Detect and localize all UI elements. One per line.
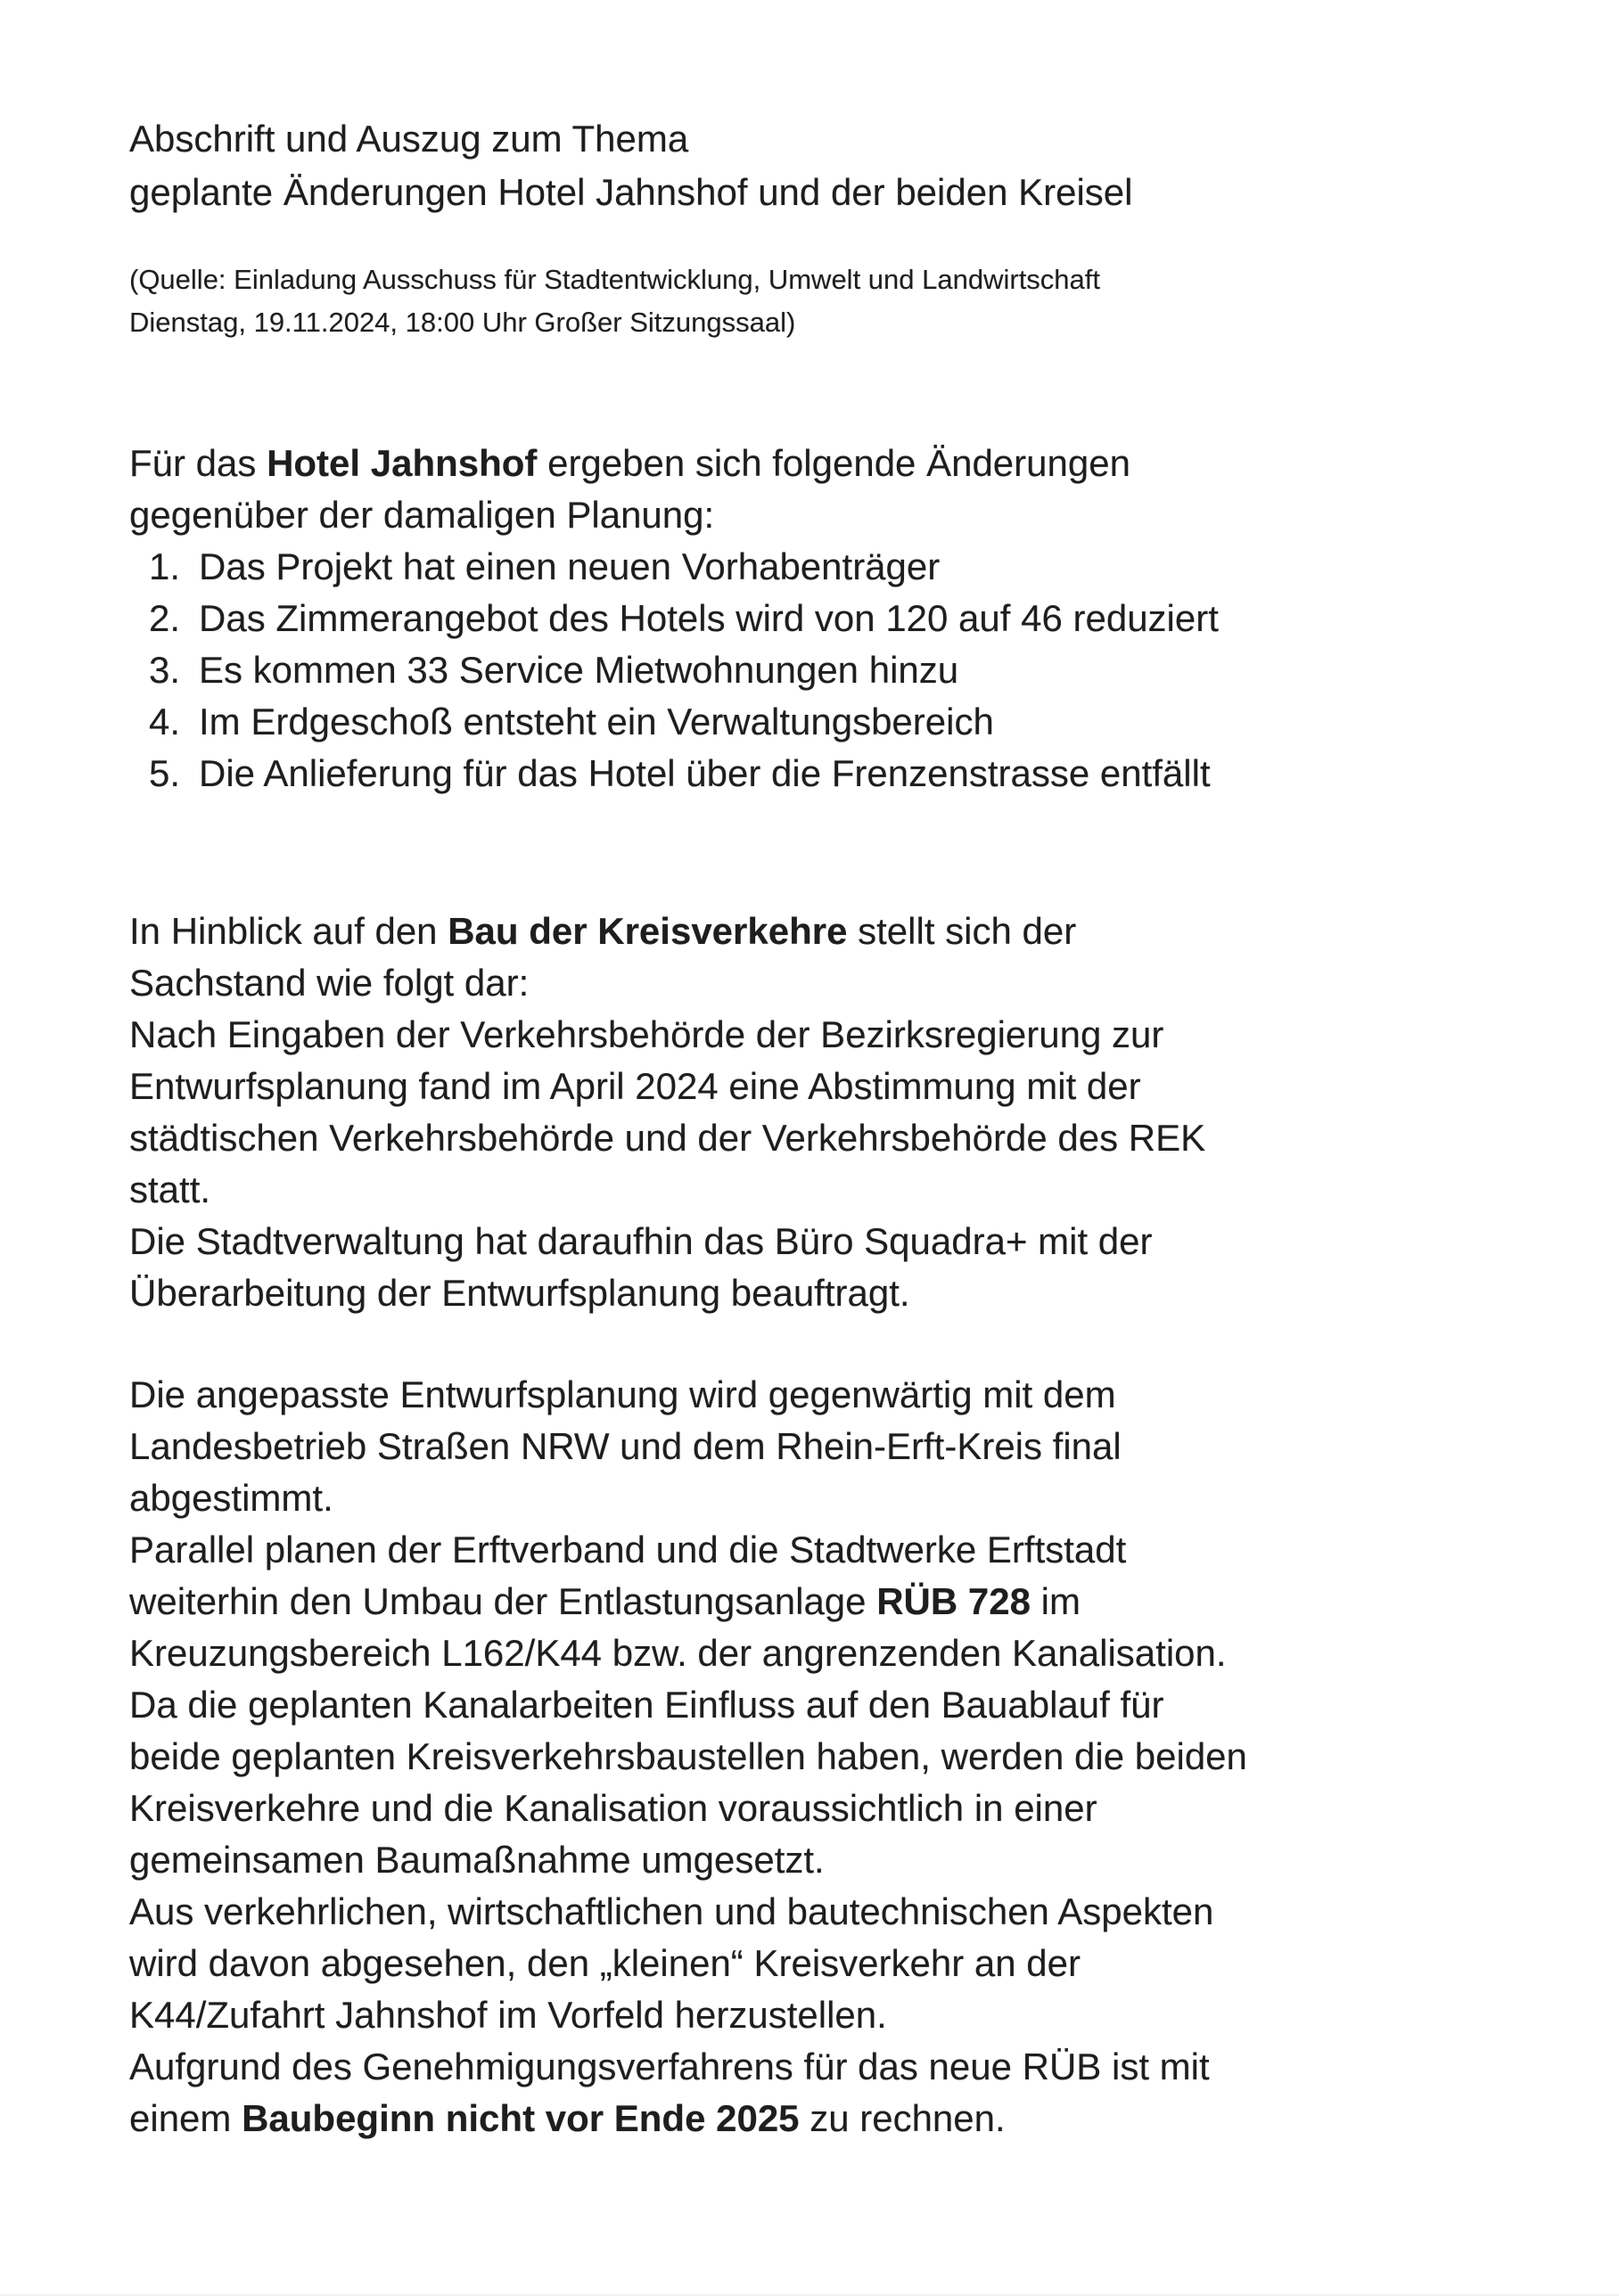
title-line-1	[129, 112, 1133, 166]
list-item-text: Die Anlieferung für das Hotel über die Frenzenstrasse entfällt	[199, 752, 1211, 794]
source-line-2	[129, 301, 1100, 344]
text-segment: Entwurfsplanung fand im April 2024 eine Abstimmung mit der	[129, 1065, 1141, 1107]
paragraph-line	[129, 1009, 1205, 1061]
text-segment: gemeinsamen Baumaßnahme umgesetzt.	[129, 1839, 825, 1881]
list-item-text: Das Zimmerangebot des Hotels wird von 120 auf 46 reduziert	[199, 597, 1219, 639]
title-text: geplante Änderungen Hotel Jahnshof und der beiden Kreisel	[129, 171, 1133, 213]
text-segment: stellt sich der	[847, 910, 1077, 952]
list-item-number: 3.	[149, 649, 181, 691]
kreisverkehr-section	[129, 906, 1205, 1319]
list-item-text: Es kommen 33 Service Mietwohnungen hinzu	[199, 649, 959, 691]
text-segment: im	[1030, 1580, 1081, 1622]
text-segment: Sachstand wie folgt dar:	[129, 962, 530, 1004]
list-item	[129, 644, 1219, 696]
text-segment: ergeben sich folgende Änderungen	[537, 442, 1130, 484]
paragraph-line	[129, 1679, 1247, 1731]
text-segment: Da die geplanten Kanalarbeiten Einfluss auf den Bauablauf für	[129, 1684, 1164, 1726]
text-segment: einem	[129, 2097, 242, 2139]
bold-text-segment: Bau der Kreisverkehre	[448, 910, 848, 952]
paragraph-line	[129, 489, 1219, 541]
paragraph-line	[129, 906, 1205, 957]
list-item	[129, 541, 1219, 593]
source-line-1	[129, 258, 1100, 301]
bold-text-segment: Baubeginn nicht vor Ende 2025	[242, 2097, 800, 2139]
text-segment: weiterhin den Umbau der Entlastungsanlage	[129, 1580, 877, 1622]
list-item	[129, 748, 1219, 800]
text-segment: Parallel planen der Erftverband und die Stadtwerke Erftstadt	[129, 1529, 1127, 1570]
paragraph-line	[129, 1421, 1247, 1472]
list-item-number: 5.	[149, 752, 181, 794]
paragraph-line	[129, 438, 1219, 489]
text-segment: Aufgrund des Genehmigungsverfahrens für das neue RÜB ist mit	[129, 2046, 1210, 2087]
paragraph-line	[129, 1938, 1247, 1989]
text-segment: wird davon abgesehen, den „kleinen“ Kreisverkehr an der	[129, 1942, 1081, 1984]
text-segment: In Hinblick auf den	[129, 910, 448, 952]
paragraph-line	[129, 1112, 1205, 1164]
source-text: Dienstag, 19.11.2024, 18:00 Uhr Großer Sitzungssaal)	[129, 307, 796, 338]
status-section	[129, 1369, 1247, 2144]
text-segment: Die angepasste Entwurfsplanung wird gegenwärtig mit dem	[129, 1374, 1116, 1415]
list-item-text: Das Projekt hat einen neuen Vorhabenträger	[199, 545, 941, 587]
text-segment: K44/Zufahrt Jahnshof im Vorfeld herzustellen.	[129, 1994, 887, 2036]
paragraph-line	[129, 2041, 1247, 2093]
paragraph-line	[129, 1164, 1205, 1216]
bold-text-segment: RÜB 728	[876, 1580, 1031, 1622]
paragraph-line	[129, 1783, 1247, 1834]
list-item	[129, 593, 1219, 644]
text-segment: beide geplanten Kreisverkehrsbaustellen haben, werden die beiden	[129, 1735, 1247, 1777]
paragraph-line	[129, 1524, 1247, 1576]
paragraph-line	[129, 1628, 1247, 1679]
paragraph-line	[129, 1886, 1247, 1938]
document-title	[129, 112, 1133, 219]
text-segment: städtischen Verkehrsbehörde und der Verkehrsbehörde des REK	[129, 1117, 1206, 1159]
paragraph-line	[129, 1369, 1247, 1421]
paragraph-line	[129, 1834, 1247, 1886]
paragraph-line	[129, 1989, 1247, 2041]
source-note	[129, 258, 1100, 344]
paragraph-line	[129, 1731, 1247, 1783]
text-segment: Die Stadtverwaltung hat daraufhin das Büro Squadra+ mit der	[129, 1220, 1153, 1262]
list-item	[129, 696, 1219, 748]
text-segment: Überarbeitung der Entwurfsplanung beauftragt.	[129, 1272, 910, 1314]
paragraph-line	[129, 1216, 1205, 1267]
paragraph-line	[129, 1472, 1247, 1524]
source-text: (Quelle: Einladung Ausschuss für Stadtentwicklung, Umwelt und Landwirtschaft	[129, 264, 1101, 295]
text-segment: Landesbetrieb Straßen NRW und dem Rhein-Erft-Kreis final	[129, 1425, 1122, 1467]
text-segment: Nach Eingaben der Verkehrsbehörde der Bezirksregierung zur	[129, 1013, 1164, 1055]
text-segment: statt.	[129, 1168, 211, 1210]
title-text: Abschrift und Auszug zum Thema	[129, 118, 689, 160]
text-segment: abgestimmt.	[129, 1477, 333, 1519]
paragraph-line	[129, 957, 1205, 1009]
list-item-number: 4.	[149, 701, 181, 742]
paragraph-line	[129, 1576, 1247, 1628]
list-item-number: 2.	[149, 597, 181, 639]
text-segment: Kreisverkehre und die Kanalisation voraussichtlich in einer	[129, 1787, 1097, 1829]
paragraph-line	[129, 2093, 1247, 2144]
text-segment: gegenüber der damaligen Planung:	[129, 494, 715, 536]
list-item-text: Im Erdgeschoß entsteht ein Verwaltungsbereich	[199, 701, 994, 742]
text-segment: zu rechnen.	[799, 2097, 1006, 2139]
list-item-number: 1.	[149, 545, 181, 587]
text-segment: Aus verkehrlichen, wirtschaftlichen und bautechnischen Aspekten	[129, 1890, 1214, 1932]
bold-text-segment: Hotel Jahnshof	[267, 442, 538, 484]
text-segment: Kreuzungsbereich L162/K44 bzw. der angrenzenden Kanalisation.	[129, 1632, 1227, 1674]
paragraph-line	[129, 1267, 1205, 1319]
text-segment: Für das	[129, 442, 267, 484]
paragraph-line	[129, 1061, 1205, 1112]
hotel-section	[129, 438, 1219, 800]
title-line-2	[129, 166, 1133, 219]
